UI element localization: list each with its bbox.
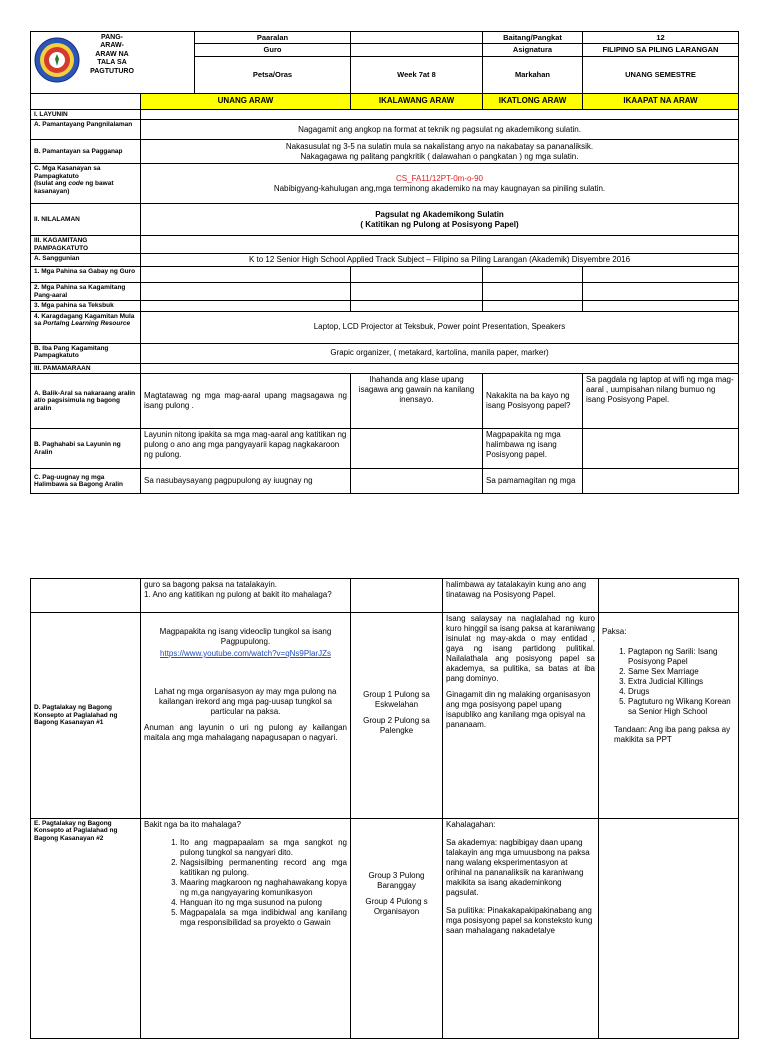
paksa-item: 5. Pagtuturo ng Wikang Korean sa Senior High School (628, 697, 735, 717)
paguugnay-day1: Sa nasubaysayang pagpupulong ay iuugnay ng (141, 469, 351, 494)
paghahabi-day3: Magpapakita ng mga halimbawa ng isang Posisyong papel. (483, 429, 583, 469)
pagtalakay-2-day3: Kahalagahan: Sa akademya: nagbibigay daan upang talakayin ang mga umuusbong na paksa nang walang eksperimentasyon at orihinal na pananaliksik na karaniwang makikita sa isang akademinkong pagsulat. Sa pulitika: Pinakakapakipakinabang ang mga posisyong papel sa konsteksto kung saan mahalagang nakadetalye (443, 819, 599, 1039)
iba-pang-kagamitan-text: Grapic organizer, ( metakard, kartolina, manila paper, marker) (141, 343, 739, 363)
day-1-header: UNANG ARAW (141, 93, 351, 109)
teksbuk-d4 (583, 301, 739, 311)
pagtalakay-1-day3: Isang salaysay na naglalahad ng kuro kuro hinggil sa isang paksa at karaniwang isinulat ng may-akda o may entidad , gaya ng isang partidong pulitikal. Nailalathala ang posisyong papel sa akademya, sa pulitika, sa batas at iba pang dominyo. Ginagamit din ng malaking organisasyon ang mga posisyong papel upang isapubliko ang kanilang mga opisyal na pananaam. (443, 613, 599, 819)
kagamitang-pangaaral-d1 (141, 283, 351, 301)
asignatura-label: Asignatura (483, 44, 583, 56)
pamantayang-pangnilalaman-label: A. Pamantayang Pangnilalaman (31, 120, 141, 140)
pamamaraan-heading: III. PAMAMARAAN (31, 363, 141, 373)
kahalagahan-item: 2. Nagsisilbing permanenting record ang mga katitikan ng pulong. (180, 858, 347, 878)
gabay-guro-label: 1. Mga Pahina sa Gabay ng Guro (31, 267, 141, 283)
karagdagang-kagamitan-label: 4. Karagdagang Kagamitan Mula sa Portalng Learning Resource (31, 311, 141, 343)
pagtalakay-1-day4: Paksa: 1. Pagtapon ng Sarili: Isang Posisyong Papel 2. Same Sex Marriage 3. Extra Judicial Killings 4. Drugs 5. Pagtuturo ng Wikang Korean sa Senior High School Tandaan: Ang iba pang paksa ay makikita sa PPT (599, 613, 739, 819)
day-3-header: IKATLONG ARAW (483, 93, 583, 109)
paguugnay-cont-day4 (599, 579, 739, 613)
guro-value (351, 44, 483, 56)
pamantayang-pangnilalaman-text: Nagagamit ang angkop na format at teknik ng pagsulat ng akademikong sulatin. (141, 120, 739, 140)
layunin-heading: I. LAYUNIN (31, 109, 141, 119)
pagtalakay-2-label: E. Pagtalakay ng Bagong Konsepto at Paglalahad ng Bagong Kasanayan #2 (31, 819, 141, 1039)
pamantayan-pagganap-text: Nakasusulat ng 3-5 na sulatin mula sa nakalistang anyo na nakabatay sa pananaliksik. Nakagagawa ng palitang pangkritik ( dalawahan o pangkatan ) ng mga sulatin. (141, 140, 739, 164)
dll-table-page1 (30, 31, 739, 494)
teksbuk-d1 (141, 301, 351, 311)
nilalaman-title: Pagsulat ng Akademikong Sulatin ( Katitikan ng Pulong at Posisyong Papel) (141, 204, 739, 236)
pagtalakay-2-day2: Group 3 Pulong Baranggay Group 4 Pulong s Organisayon (351, 819, 443, 1039)
paaralan-label: Paaralan (195, 32, 351, 44)
paghahabi-day4 (583, 429, 739, 469)
dll-title: PANG- ARAW- ARAW NA TALA SA PAGTUTURO (90, 34, 134, 75)
kasanayan-label: C. Mga Kasanayan sa Pampagkatuto (Isulat ang code ng bawat kasanayan) (31, 164, 141, 204)
pamamaraan-blank (141, 363, 739, 373)
continued-label-cell (31, 579, 141, 613)
teksbuk-label: 3. Mga pahina sa Teksbuk (31, 301, 141, 311)
balik-aral-day2: Ihahanda ang klase upang isagawa ang gawain na kanilang inensayo. (351, 374, 483, 429)
pagtalakay-2-day1: Bakit nga ba ito mahalaga? 1. Ito ang magpapaalam sa mga sangkot ng pulong tungkol sa nangyari dito. 2. Nagsisilbing permanenting record ang mga katitikan ng pulong. 3. Maaring magkaroon ng naghahawakang kopya ng m,ga nangyayaring komunikasyon 4. Hanguan ito ng mga susunod na pulong 5. Magpapalala sa mga indibidwal ang kanilang mga responsibilidad sa proyekto o Gawain (141, 819, 351, 1039)
paguugnay-cont-day2 (351, 579, 443, 613)
balik-aral-day4: Sa pagdala ng laptop at wifi ng mga mag-aaral , uumpisahan nilang bumuo ng isang Posisyong Papel. (583, 374, 739, 429)
paguugnay-cont-day1: guro sa bagong paksa na tatalakayin. 1. Ano ang katitikan ng pulong at bakit ito mahalaga? (141, 579, 351, 613)
baitang-label: Baitang/Pangkat (483, 32, 583, 44)
paksa-item: 1. Pagtapon ng Sarili: Isang Posisyong Papel (628, 647, 735, 667)
pagtalakay-1-label: D. Pagtalakay ng Bagong Konsepto at Paglalahad ng Bagong Kasanayan #1 (31, 613, 141, 819)
paguugnay-day4 (583, 469, 739, 494)
kasanayan-text: CS_FA11/12PT-0m-o-90 Nabibigyang-kahulugan ang,mga terminong akademiko na may kaugnayan sa piniling sulatin. (141, 164, 739, 204)
paghahabi-label: B. Paghahabi sa Layunin ng Aralin (31, 429, 141, 469)
teksbuk-d2 (351, 301, 483, 311)
paksa-item: 2. Same Sex Marriage (628, 667, 735, 677)
gabay-guro-d3 (483, 267, 583, 283)
paguugnay-day3: Sa pamamagitan ng mga (483, 469, 583, 494)
kahalagahan-list (144, 838, 347, 928)
kagamitang-pangaaral-d3 (483, 283, 583, 301)
gabay-guro-d1 (141, 267, 351, 283)
pamantayan-pagganap-label: B. Pamantayan sa Pagganap (31, 140, 141, 164)
day-2-header: IKALAWANG ARAW (351, 93, 483, 109)
kagamitang-pangaaral-d4 (583, 283, 739, 301)
kasanayan-code: CS_FA11/12PT-0m-o-90 (395, 173, 483, 183)
paguugnay-cont-day3: halimbawa ay tatalakayin kung ano ang tinatawag na Posisyong Papel. (443, 579, 599, 613)
paghahabi-day2 (351, 429, 483, 469)
day-4-header: IKAAPAT NA ARAW (583, 93, 739, 109)
gabay-guro-d4 (583, 267, 739, 283)
pagtalakay-2-day4 (599, 819, 739, 1039)
kagamitan-heading: III. KAGAMITANG PAMPAGKATUTO (31, 236, 141, 254)
petsa-label: Petsa/Oras (195, 56, 351, 93)
baitang-value: 12 (583, 32, 739, 44)
asignatura-value: FILIPINO SA PILING LARANGAN (583, 44, 739, 56)
gabay-guro-d2 (351, 267, 483, 283)
nilalaman-heading: II. NILALAMAN (31, 204, 141, 236)
kahalagahan-item: 1. Ito ang magpapaalam sa mga sangkot ng pulong tungkol sa nangyari dito. (180, 838, 347, 858)
paksa-item: 4. Drugs (628, 687, 735, 697)
blank-label-cell (31, 93, 141, 109)
week-value: Week 7at 8 (351, 56, 483, 93)
kagamitang-pangaaral-label: 2. Mga Pahina sa Kagamitang Pang-aaral (31, 283, 141, 301)
paguugnay-day2 (351, 469, 483, 494)
dll-table-page2 (30, 578, 739, 1039)
kagamitang-pangaaral-d2 (351, 283, 483, 301)
school-logo-cell (31, 32, 195, 94)
iba-pang-kagamitan-label: B. Iba Pang Kagamitang Pampagkatuto (31, 343, 141, 363)
kagamitan-blank (141, 236, 739, 254)
paghahabi-day1: Layunin nitong ipakita sa mga mag-aaral ang katitikan ng pulong o ano ang mga pangyayarii kapag nagkakaroon ng pulong. (141, 429, 351, 469)
pagtalakay-1-day2: Group 1 Pulong sa Eskwelahan Group 2 Pulong sa Palengke (351, 613, 443, 819)
deped-seal-icon (33, 36, 81, 84)
guro-label: Guro (195, 44, 351, 56)
paaralan-value (351, 32, 483, 44)
balik-aral-day3: Nakakita na ba kayo ng isang Posisyong papel? (483, 374, 583, 429)
paksa-item: 3. Extra Judicial Killings (628, 677, 735, 687)
markahan-value: UNANG SEMESTRE (583, 56, 739, 93)
layunin-blank (141, 109, 739, 119)
karagdagang-kagamitan-text: Laptop, LCD Projector at Teksbuk, Power point Presentation, Speakers (141, 311, 739, 343)
markahan-label: Markahan (483, 56, 583, 93)
paksa-list (602, 647, 735, 717)
balik-aral-day1: Magtatawag ng mga mag-aaral upang magsagawa ng isang pulong . (141, 374, 351, 429)
kahalagahan-item: 3. Maaring magkaroon ng naghahawakang kopya ng m,ga nangyayaring komunikasyon (180, 878, 347, 898)
teksbuk-d3 (483, 301, 583, 311)
videoclip-link[interactable]: https://www.youtube.com/watch?v=qNs9PlarJZs (160, 649, 331, 658)
balik-aral-label: A. Balik-Aral sa nakaraang aralin at/o pagsisimula ng bagong aralin (31, 374, 141, 429)
kahalagahan-item: 4. Hanguan ito ng mga susunod na pulong (180, 898, 347, 908)
sanggunian-label: A. Sanggunian (31, 254, 141, 267)
pagtalakay-1-day1: Magpapakita ng isang videoclip tungkol sa isang Pagpupulong. https://www.youtube.com/watch?v=qNs9PlarJZs Lahat ng mga organisasyon ay may mga pulong na kailangan irekord ang mga pag-uusap tungkol sa particular na paksa. Anuman ang layunin o uri ng pulong ay kailangan maitala ang mga mahalagang napagusapan o nagyari. (141, 613, 351, 819)
kahalagahan-item: 5. Magpapalala sa mga indibidwal ang kanilang mga responsibilidad sa proyekto o Gawain (180, 908, 347, 928)
sanggunian-text: K to 12 Senior High School Applied Track Subject – Filipino sa Piling Larangan (Akademik) Disyembre 2016 (141, 254, 739, 267)
paguugnay-label: C. Pag-uugnay ng mga Halimbawa sa Bagong Aralin (31, 469, 141, 494)
